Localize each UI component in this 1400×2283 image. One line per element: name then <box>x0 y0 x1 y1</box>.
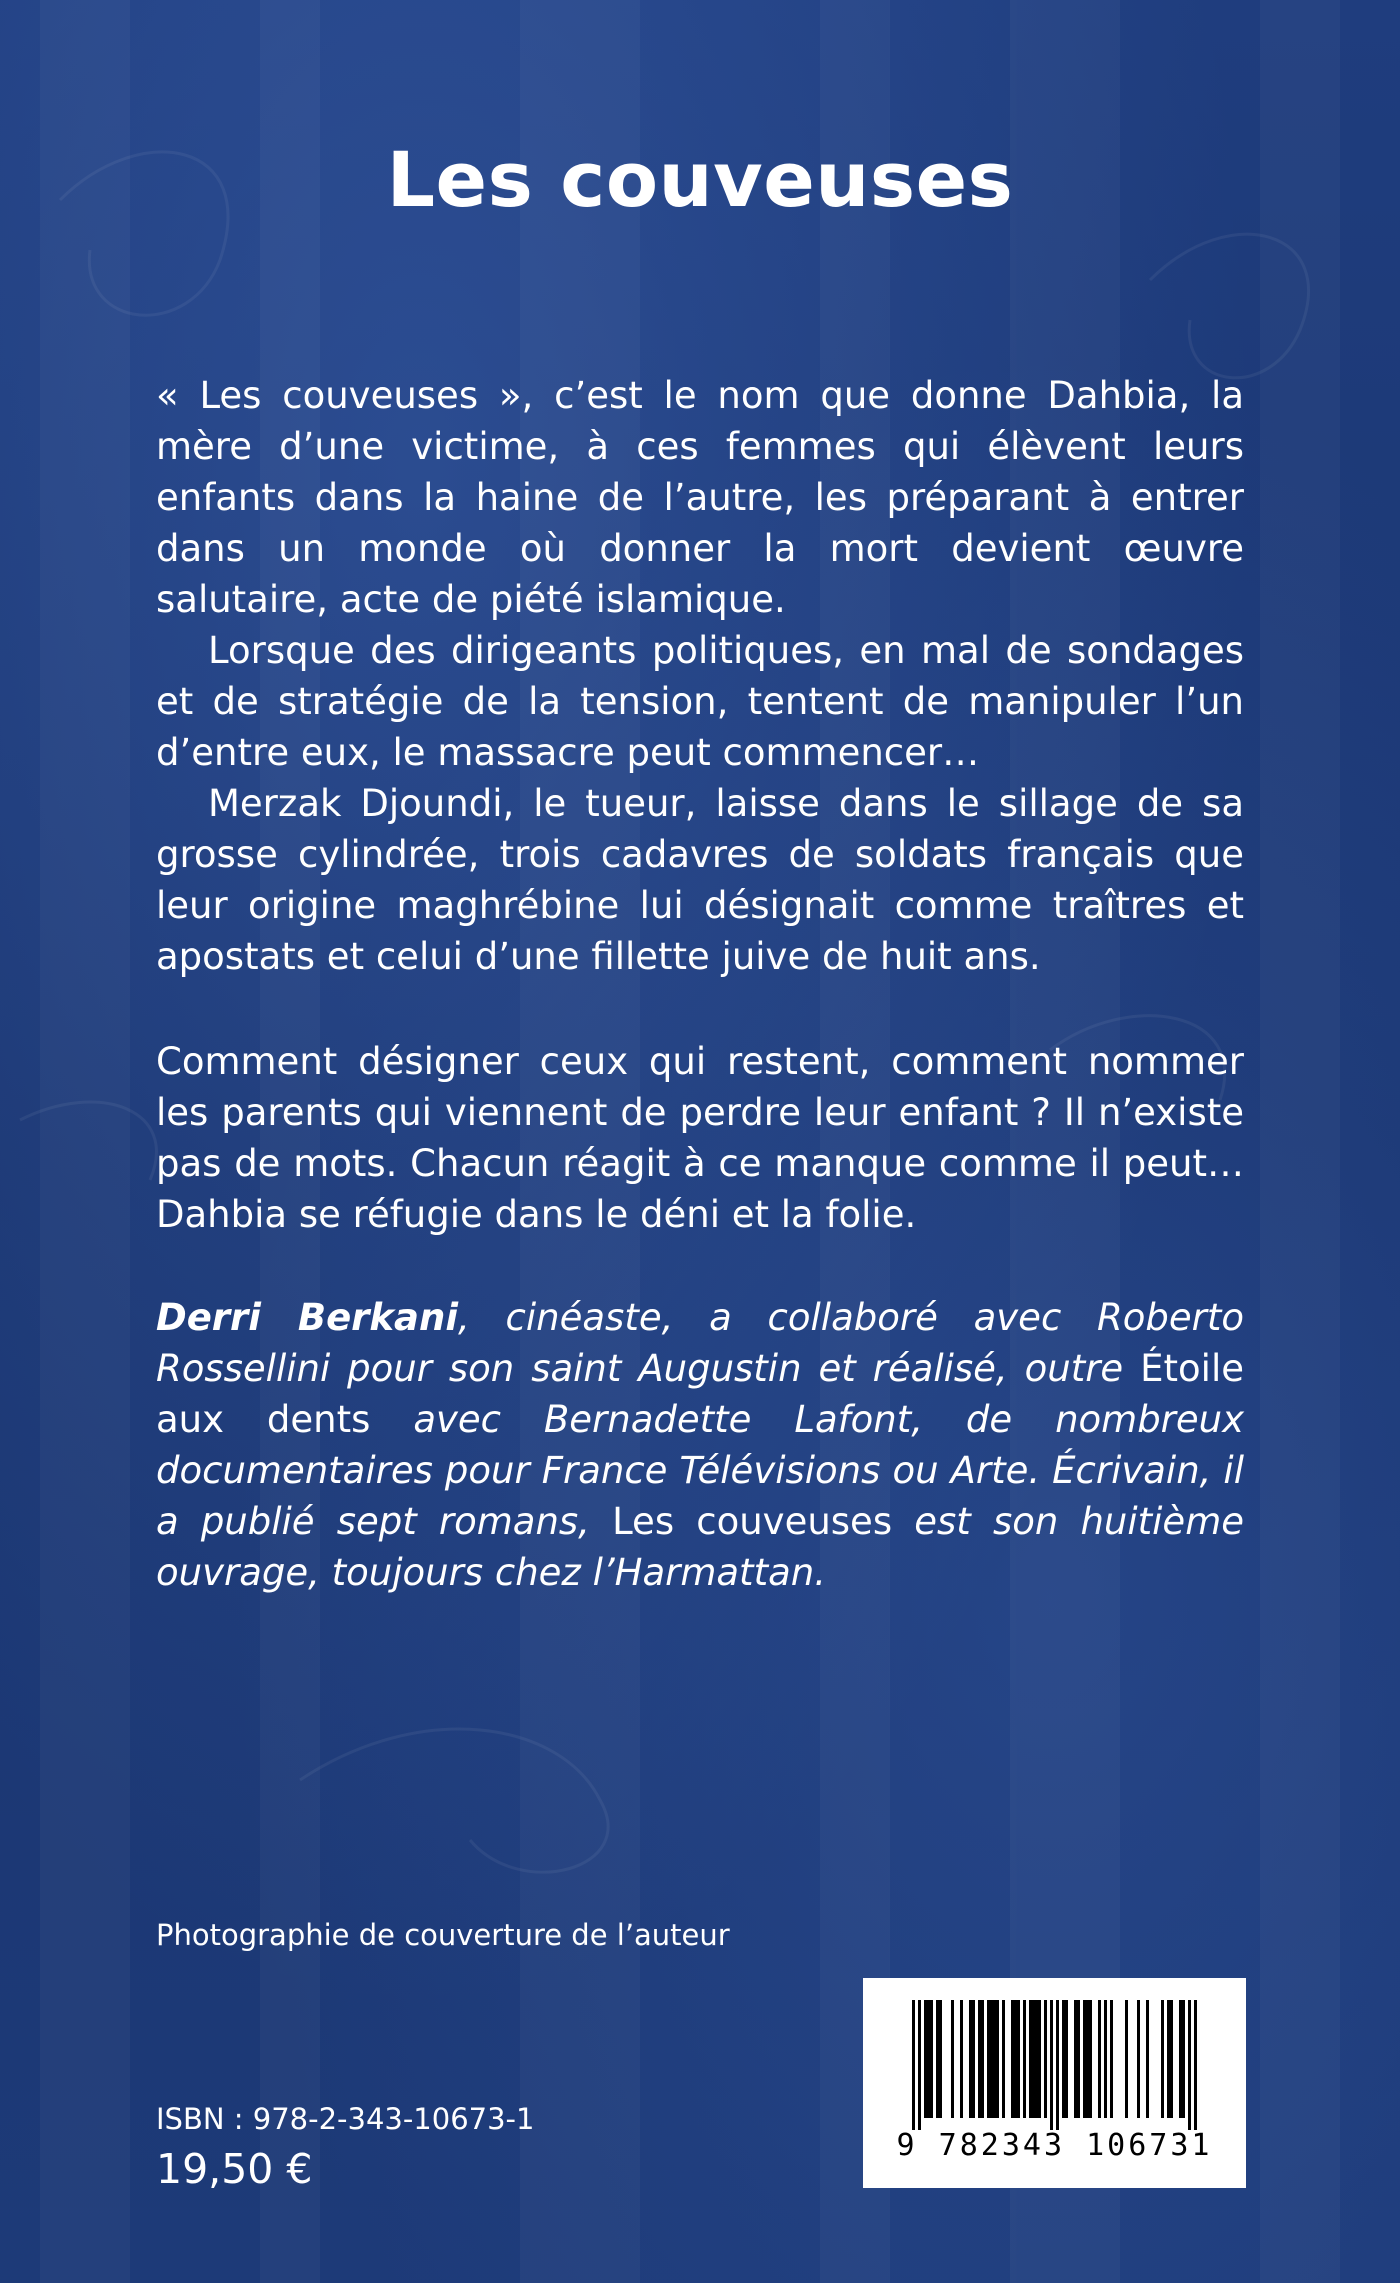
barcode-bar <box>1167 2000 1170 2118</box>
second-paragraph: Comment désigner ceux qui restent, comment nommer les parents qui viennent de perdre leur enfant ? Il n’existe pas de mots. Chacun réagit à ce manque comme il peut… Dahbia se réfugie dans le déni et la folie. <box>156 1040 1244 1236</box>
barcode-digits: 9 782343 106731 <box>896 2128 1213 2163</box>
barcode-bar <box>996 2000 999 2118</box>
barcode-bar <box>1188 2000 1191 2130</box>
barcode-bar <box>1038 2000 1041 2118</box>
barcode-bar <box>1017 2000 1020 2118</box>
barcode-bar <box>972 2000 975 2118</box>
barcode-bar <box>1044 2000 1047 2118</box>
barcode-bar <box>951 2000 954 2118</box>
barcode-bar <box>1194 2000 1197 2130</box>
barcode-bar <box>1179 2000 1182 2118</box>
barcode-bar <box>1089 2000 1092 2118</box>
barcode-bar <box>1077 2000 1080 2118</box>
barcode-bar <box>1074 2000 1077 2118</box>
blurb-paragraph-1: « Les couveuses », c’est le nom que donne Dahbia, la mère d’une victime, à ces femmes qui élèvent leurs enfants dans la haine de l’autre, les préparant à entrer dans un monde où donner la mort devient œuvre salutaire, acte de piété islamique. <box>156 374 1244 621</box>
second-section <box>156 1036 1244 1240</box>
barcode-bar <box>978 2000 981 2118</box>
barcode-bar <box>1137 2000 1140 2118</box>
barcode-bar <box>930 2000 933 2118</box>
barcode-bar <box>1062 2000 1065 2118</box>
barcode-bar <box>1083 2000 1086 2118</box>
barcode-bar <box>1014 2000 1017 2118</box>
blurb-paragraph-3: Merzak Djoundi, le tueur, laisse dans le sillage de sa grosse cylindrée, trois cadavres de soldats français que leur origine maghrébine lui désignait comme traîtres et apostats et celui d’une fillette juive de huit ans. <box>156 782 1244 978</box>
barcode-bar <box>936 2000 939 2118</box>
barcode-bar <box>960 2000 963 2118</box>
barcode-bar <box>981 2000 984 2118</box>
barcode-bar <box>1065 2000 1068 2118</box>
barcode-bar <box>912 2000 915 2130</box>
price-text: 19,50 € <box>156 2145 313 2193</box>
barcode-bar <box>1056 2000 1059 2130</box>
barcode-bar <box>969 2000 972 2118</box>
bio-text-1: , cinéaste, a collaboré avec Roberto Rossellini pour son saint Augustin et réalisé, outre <box>156 1296 1245 1390</box>
barcode <box>863 1978 1246 2188</box>
barcode-bar <box>939 2000 942 2118</box>
barcode-bar <box>990 2000 993 2118</box>
barcode-bar <box>1125 2000 1128 2118</box>
barcode-bar <box>1170 2000 1173 2118</box>
barcode-bar <box>927 2000 930 2118</box>
bio-text-2: avec Bernadette Lafont, de nombreux documentaires pour France Télévisions ou Arte. Écrivain, il a publié sept romans, <box>156 1398 1245 1543</box>
barcode-bar <box>1032 2000 1035 2118</box>
author-bio <box>156 1292 1244 1598</box>
barcode-bar <box>1011 2000 1014 2118</box>
photo-credit: Photographie de couverture de l’auteur <box>156 1918 730 1952</box>
book-title-inline: Les couveuses <box>612 1500 893 1543</box>
barcode-bar <box>1086 2000 1089 2118</box>
barcode-bar <box>1146 2000 1149 2118</box>
book-title: Les couveuses <box>386 135 1014 224</box>
barcode-bar <box>1002 2000 1005 2118</box>
barcode-bar <box>987 2000 990 2118</box>
barcode-bar <box>1035 2000 1038 2118</box>
barcode-bar <box>924 2000 927 2118</box>
barcode-bar <box>993 2000 996 2118</box>
barcode-bar <box>1110 2000 1113 2118</box>
barcode-bar <box>1182 2000 1185 2118</box>
barcode-bar <box>1104 2000 1107 2118</box>
barcode-bar <box>1023 2000 1026 2118</box>
barcode-bar <box>1050 2000 1053 2130</box>
barcode-bar <box>1161 2000 1164 2118</box>
barcode-bar <box>1098 2000 1101 2118</box>
isbn-text: ISBN : 978-2-343-10673-1 <box>156 2102 535 2136</box>
author-name: Derri Berkani <box>156 1296 459 1339</box>
author-bio-paragraph <box>156 1292 1244 1598</box>
blurb-paragraph-2: Lorsque des dirigeants politiques, en mal de sondages et de stratégie de la tension, tentent de manipuler l’un d’entre eux, le massacre peut commencer… <box>156 629 1244 774</box>
blurb-section <box>156 370 1244 982</box>
bio-text-3: est son huitième ouvrage, toujours chez l’Harmattan. <box>156 1500 1244 1594</box>
barcode-bar <box>1029 2000 1032 2118</box>
barcode-bar <box>918 2000 921 2130</box>
film-title: Étoile aux dents <box>156 1347 1244 1441</box>
